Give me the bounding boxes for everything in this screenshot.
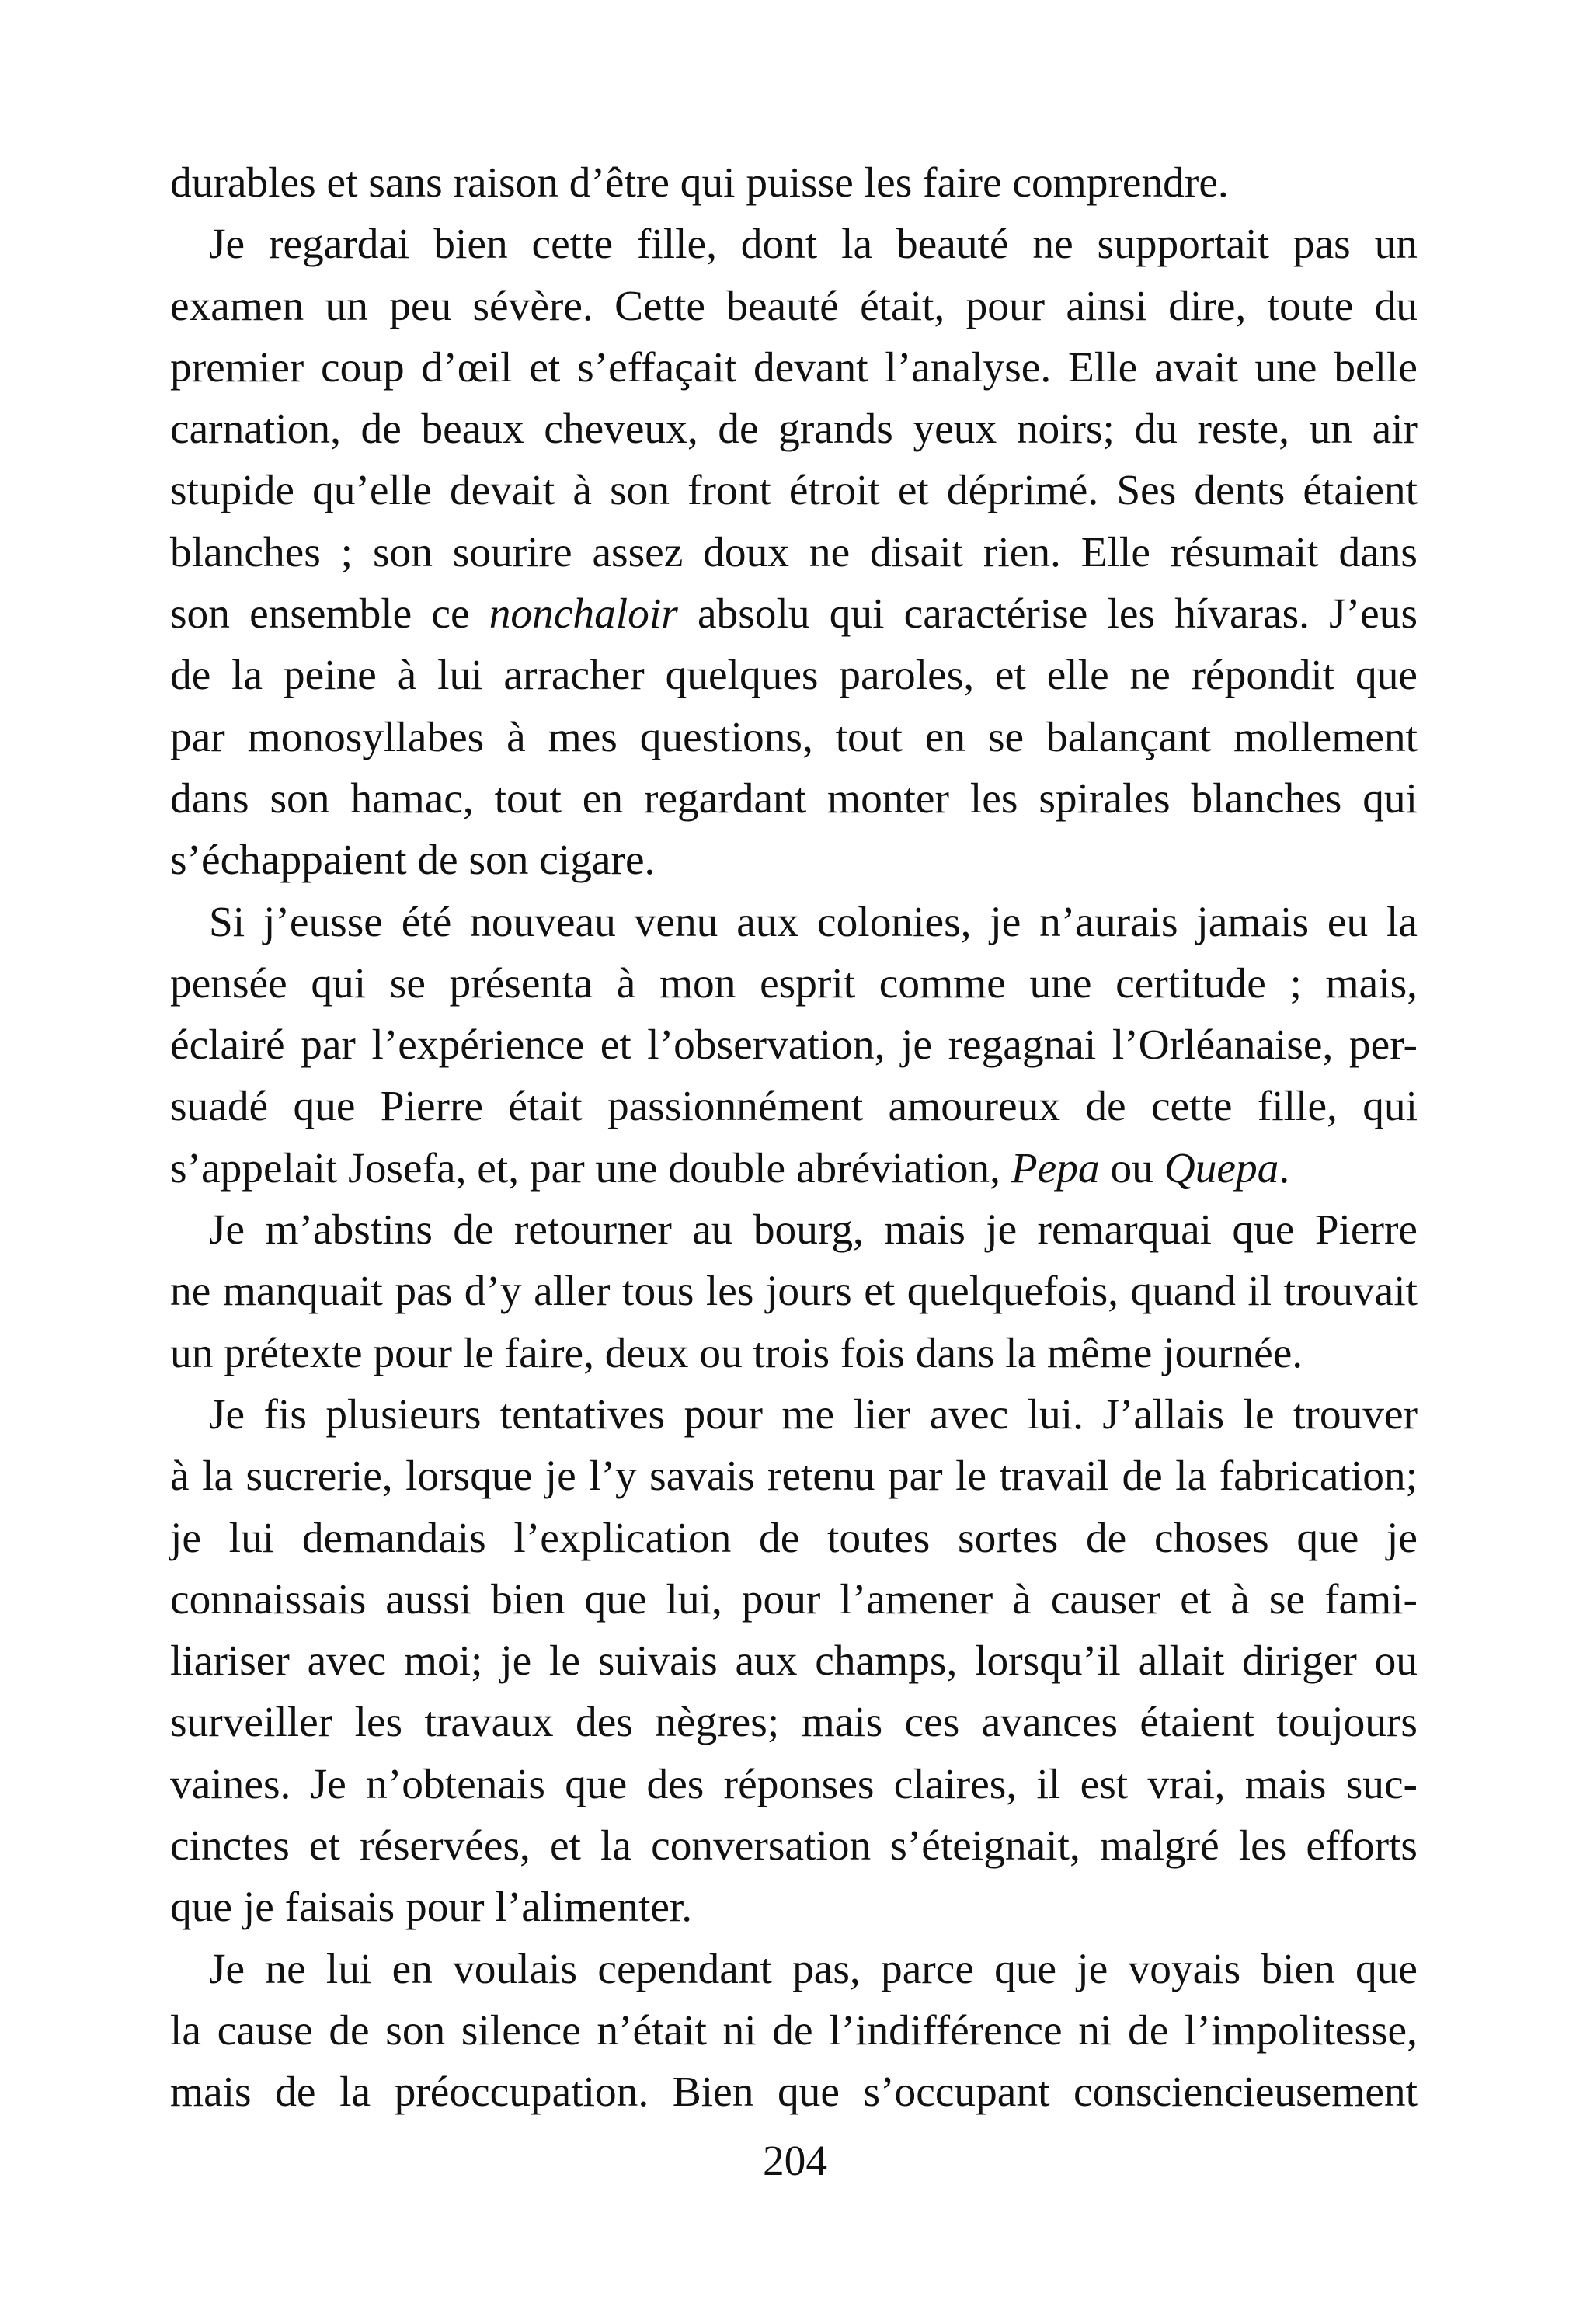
text-line: un prétexte pour le faire, deux ou trois fois dans la même journée. bbox=[170, 1328, 1303, 1376]
text-line: Si j’eusse été nouveau venu aux colonies, je n’aurais jamais eu la bbox=[209, 897, 1418, 945]
page-number: 204 bbox=[762, 2137, 828, 2184]
italic-text: Quepa bbox=[1164, 1143, 1279, 1192]
text-line: Je m’abstins de retourner au bourg, mais je remarquai que Pierre bbox=[209, 1205, 1418, 1254]
text-line: pensée qui se présenta à mon esprit comme une certitude ; mais, bbox=[170, 958, 1418, 1007]
text-line: Je ne lui en voulais cependant pas, parce que je voyais bien que bbox=[209, 1944, 1418, 1992]
text-line bbox=[170, 1137, 1418, 1199]
text-line: mais de la préoccupation. Bien que s’occupant consciencieusement bbox=[170, 2068, 1418, 2116]
text-line: par monosyllabes à mes questions, tout en se balançant mollement bbox=[170, 712, 1418, 760]
text-line: blanches ; son sourire assez doux ne disait rien. Elle résumait dans bbox=[170, 527, 1418, 576]
text-line: vaines. Je n’obtenais que des réponses claires, il est vrai, mais suc- bbox=[170, 1759, 1418, 1807]
text-line: durables et sans raison d’être qui puisse les faire comprendre. bbox=[170, 158, 1229, 206]
text-line: je lui demandais l’explication de toutes sortes de choses que je bbox=[170, 1513, 1418, 1561]
text-line: suadé que Pierre était passionnément amoureux de cette fille, qui bbox=[170, 1082, 1418, 1130]
text-line: surveiller les travaux des nègres; mais ces avances étaient toujours bbox=[170, 1698, 1418, 1746]
text-run: . bbox=[1279, 1143, 1290, 1192]
body-text bbox=[170, 151, 1418, 2123]
text-run: s’appelait Josefa, et, par une double abréviation, bbox=[170, 1143, 1011, 1192]
text-line: carnation, de beaux cheveux, de grands yeux noirs; du reste, un air bbox=[170, 405, 1418, 453]
text-line bbox=[170, 583, 1418, 644]
text-line: stupide qu’elle devait à son front étroit et déprimé. Ses dents étaient bbox=[170, 466, 1418, 514]
text-run: son ensemble ce bbox=[170, 590, 489, 638]
text-line: cinctes et réservées, et la conversation s’éteignait, malgré les efforts bbox=[170, 1821, 1418, 1870]
text-line: premier coup d’œil et s’effaçait devant l’analyse. Elle avait une belle bbox=[170, 343, 1418, 391]
text-line: à la sucrerie, lorsque je l’y savais retenu par le travail de la fabrication; bbox=[170, 1452, 1418, 1500]
text-line: de la peine à lui arracher quelques paroles, et elle ne répondit que bbox=[170, 651, 1418, 699]
text-line: connaissais aussi bien que lui, pour l’amener à causer et à se fami- bbox=[170, 1574, 1418, 1623]
text-run: absolu qui caractérise les hívaras. J’eus bbox=[677, 590, 1418, 638]
text-line: que je faisais pour l’alimenter. bbox=[170, 1883, 693, 1931]
text-line: la cause de son silence n’était ni de l’indifférence ni de l’impolitesse, bbox=[170, 2006, 1418, 2054]
text-line: ne manquait pas d’y aller tous les jours et quelquefois, quand il trouvait bbox=[170, 1267, 1418, 1315]
text-line: s’échappaient de son cigare. bbox=[170, 836, 656, 884]
text-run: ou bbox=[1099, 1143, 1164, 1192]
italic-text: nonchaloir bbox=[489, 590, 678, 638]
text-line: Je fis plusieurs tentatives pour me lier avec lui. J’allais le trouver bbox=[209, 1390, 1418, 1438]
text-line: examen un peu sévère. Cette beauté était, pour ainsi dire, toute du bbox=[170, 281, 1418, 329]
italic-text: Pepa bbox=[1011, 1143, 1100, 1192]
text-line: éclairé par l’expérience et l’observation, je regagnai l’Orléanaise, per- bbox=[170, 1021, 1418, 1069]
text-line: dans son hamac, tout en regardant monter les spirales blanches qui bbox=[170, 774, 1418, 822]
text-line: Je regardai bien cette fille, dont la beauté ne supportait pas un bbox=[209, 220, 1418, 268]
text-line: liariser avec moi; je le suivais aux champs, lorsqu’il allait diriger ou bbox=[170, 1637, 1418, 1685]
